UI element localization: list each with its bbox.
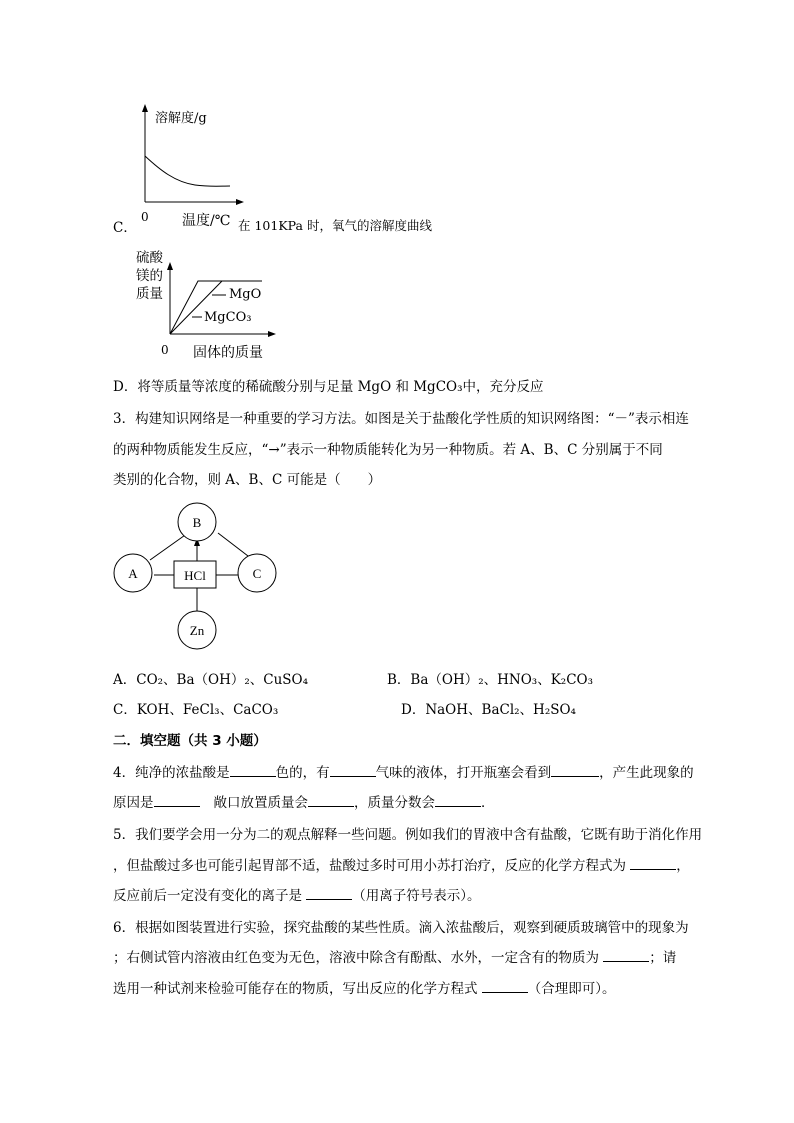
q4-text: 气味的液体，打开瓶塞会看到 [375,765,552,781]
answer-blank[interactable] [306,887,352,900]
y-axis-arrow [167,262,173,270]
q3-line3: 类别的化合物，则 A、B、C 可能是（ ） [113,472,382,488]
q4-text: 原因是 [113,795,154,811]
q4-text: ，质量分数会 [354,795,435,811]
option-c-label: C． [113,220,137,236]
chart-c-origin: 0 [141,210,149,224]
q3-line1: 3．构建知识网络是一种重要的学习方法。如图是关于盐酸化学性质的知识网络图：“－”表示相连 [113,411,689,427]
chart-d-ylabel-line: 镁的 [136,268,163,284]
answer-blank[interactable] [603,949,649,962]
section-heading: 二．填空题（共 3 小题） [113,733,267,749]
q6-line2 [113,946,676,966]
chart-d-origin: 0 [161,343,169,357]
chart-c-caption: 在 101KPa 时，氧气的溶解度曲线 [238,218,432,233]
edge-a-b [150,533,188,560]
q4-text: 色的，有 [275,765,330,781]
node-b-label: B [192,515,202,530]
q6-text: ；请 [649,950,677,966]
x-axis-arrow [236,199,244,205]
answer-blank[interactable] [551,764,599,777]
q5-text: 反应前后一定没有变化的离子是 [113,888,302,904]
q3-option-c: C．KOH、FeCl₃、CaCO₃ [113,702,279,718]
q6-text: ；右侧试管内溶液由红色变为无色，溶液中除含有酚酞、水外，一定含有的物质为 [113,950,599,966]
solubility-curve [145,156,230,186]
q4-text: ，产生此现象的 [599,765,694,781]
q6-text: （合理即可）。 [527,981,616,997]
answer-blank[interactable] [330,764,376,777]
q5-line3 [113,884,481,904]
answer-blank[interactable] [482,980,528,993]
q5-text: ， [676,858,690,874]
q4-line2 [113,791,495,811]
answer-blank[interactable] [154,794,200,807]
q4-line1 [113,761,694,781]
q3-option-a: A．CO₂、Ba（OH）₂、CuSO₄ [113,672,309,688]
q5-line1: 5．我们要学会用一分为二的观点解释一些问题。例如我们的胃液中含有盐酸，它既有助于消化作用 [113,827,703,843]
y-axis-arrow [142,104,148,112]
q4-text: ． [481,795,495,811]
q6-text: 选用一种试剂来检验可能存在的物质，写出反应的化学方程式 [113,981,478,997]
q4-text: 4．纯净的浓盐酸是 [113,765,230,781]
answer-blank[interactable] [230,764,276,777]
q6-line1: 6．根据如图装置进行实验，探究盐酸的某些性质。滴入浓盐酸后，观察到硬质玻璃管中的现象为 [113,920,689,936]
chart-c-xlabel: 温度/℃ [182,213,231,229]
chart-d-ylabel-line: 硫酸 [136,250,163,266]
q3-line2: 的两种物质能发生反应，“→”表示一种物质能转化为另一种物质。若 A、B、C 分别属于不同 [113,442,663,458]
option-d: D．将等质量等浓度的稀硫酸分别与足量 MgO 和 MgCO₃中，充分反应 [113,379,544,395]
q4-text: 敞口放置质量会 [213,795,308,811]
answer-blank[interactable] [308,794,354,807]
q5-line2 [113,854,690,874]
chart-d-ylabel-line: 质量 [136,286,163,302]
chart-c-ylabel: 溶解度/g [155,111,207,126]
q5-text: ，但盐酸过多也可能引起胃部不适，盐酸过多时可用小苏打治疗，反应的化学方程式为 [113,858,626,874]
q3-option-d: D．NaOH、BaCl₂、H₂SO₄ [401,702,576,718]
mgso4-chart [160,262,280,346]
chart-d-ylabel [136,249,163,303]
series-label-mgo: MgO [229,287,262,302]
q6-line3 [113,977,616,997]
hcl-network-diagram [108,498,288,652]
chart-d-xlabel: 固体的质量 [193,345,263,361]
node-a-label: A [128,566,138,581]
q5-text: （用离子符号表示）。 [352,888,481,904]
node-hcl-label: HCl [184,568,206,583]
node-c-label: C [252,566,262,581]
edge-b-c [218,533,248,556]
x-axis-arrow [268,331,276,337]
q3-option-b: B．Ba（OH）₂、HNO₃、K₂CO₃ [387,672,594,688]
answer-blank[interactable] [630,857,676,870]
answer-blank[interactable] [435,794,481,807]
series-label-mgco3: MgCO₃ [204,310,252,325]
node-zn-label: Zn [189,623,205,638]
mgco3-line [170,281,222,334]
